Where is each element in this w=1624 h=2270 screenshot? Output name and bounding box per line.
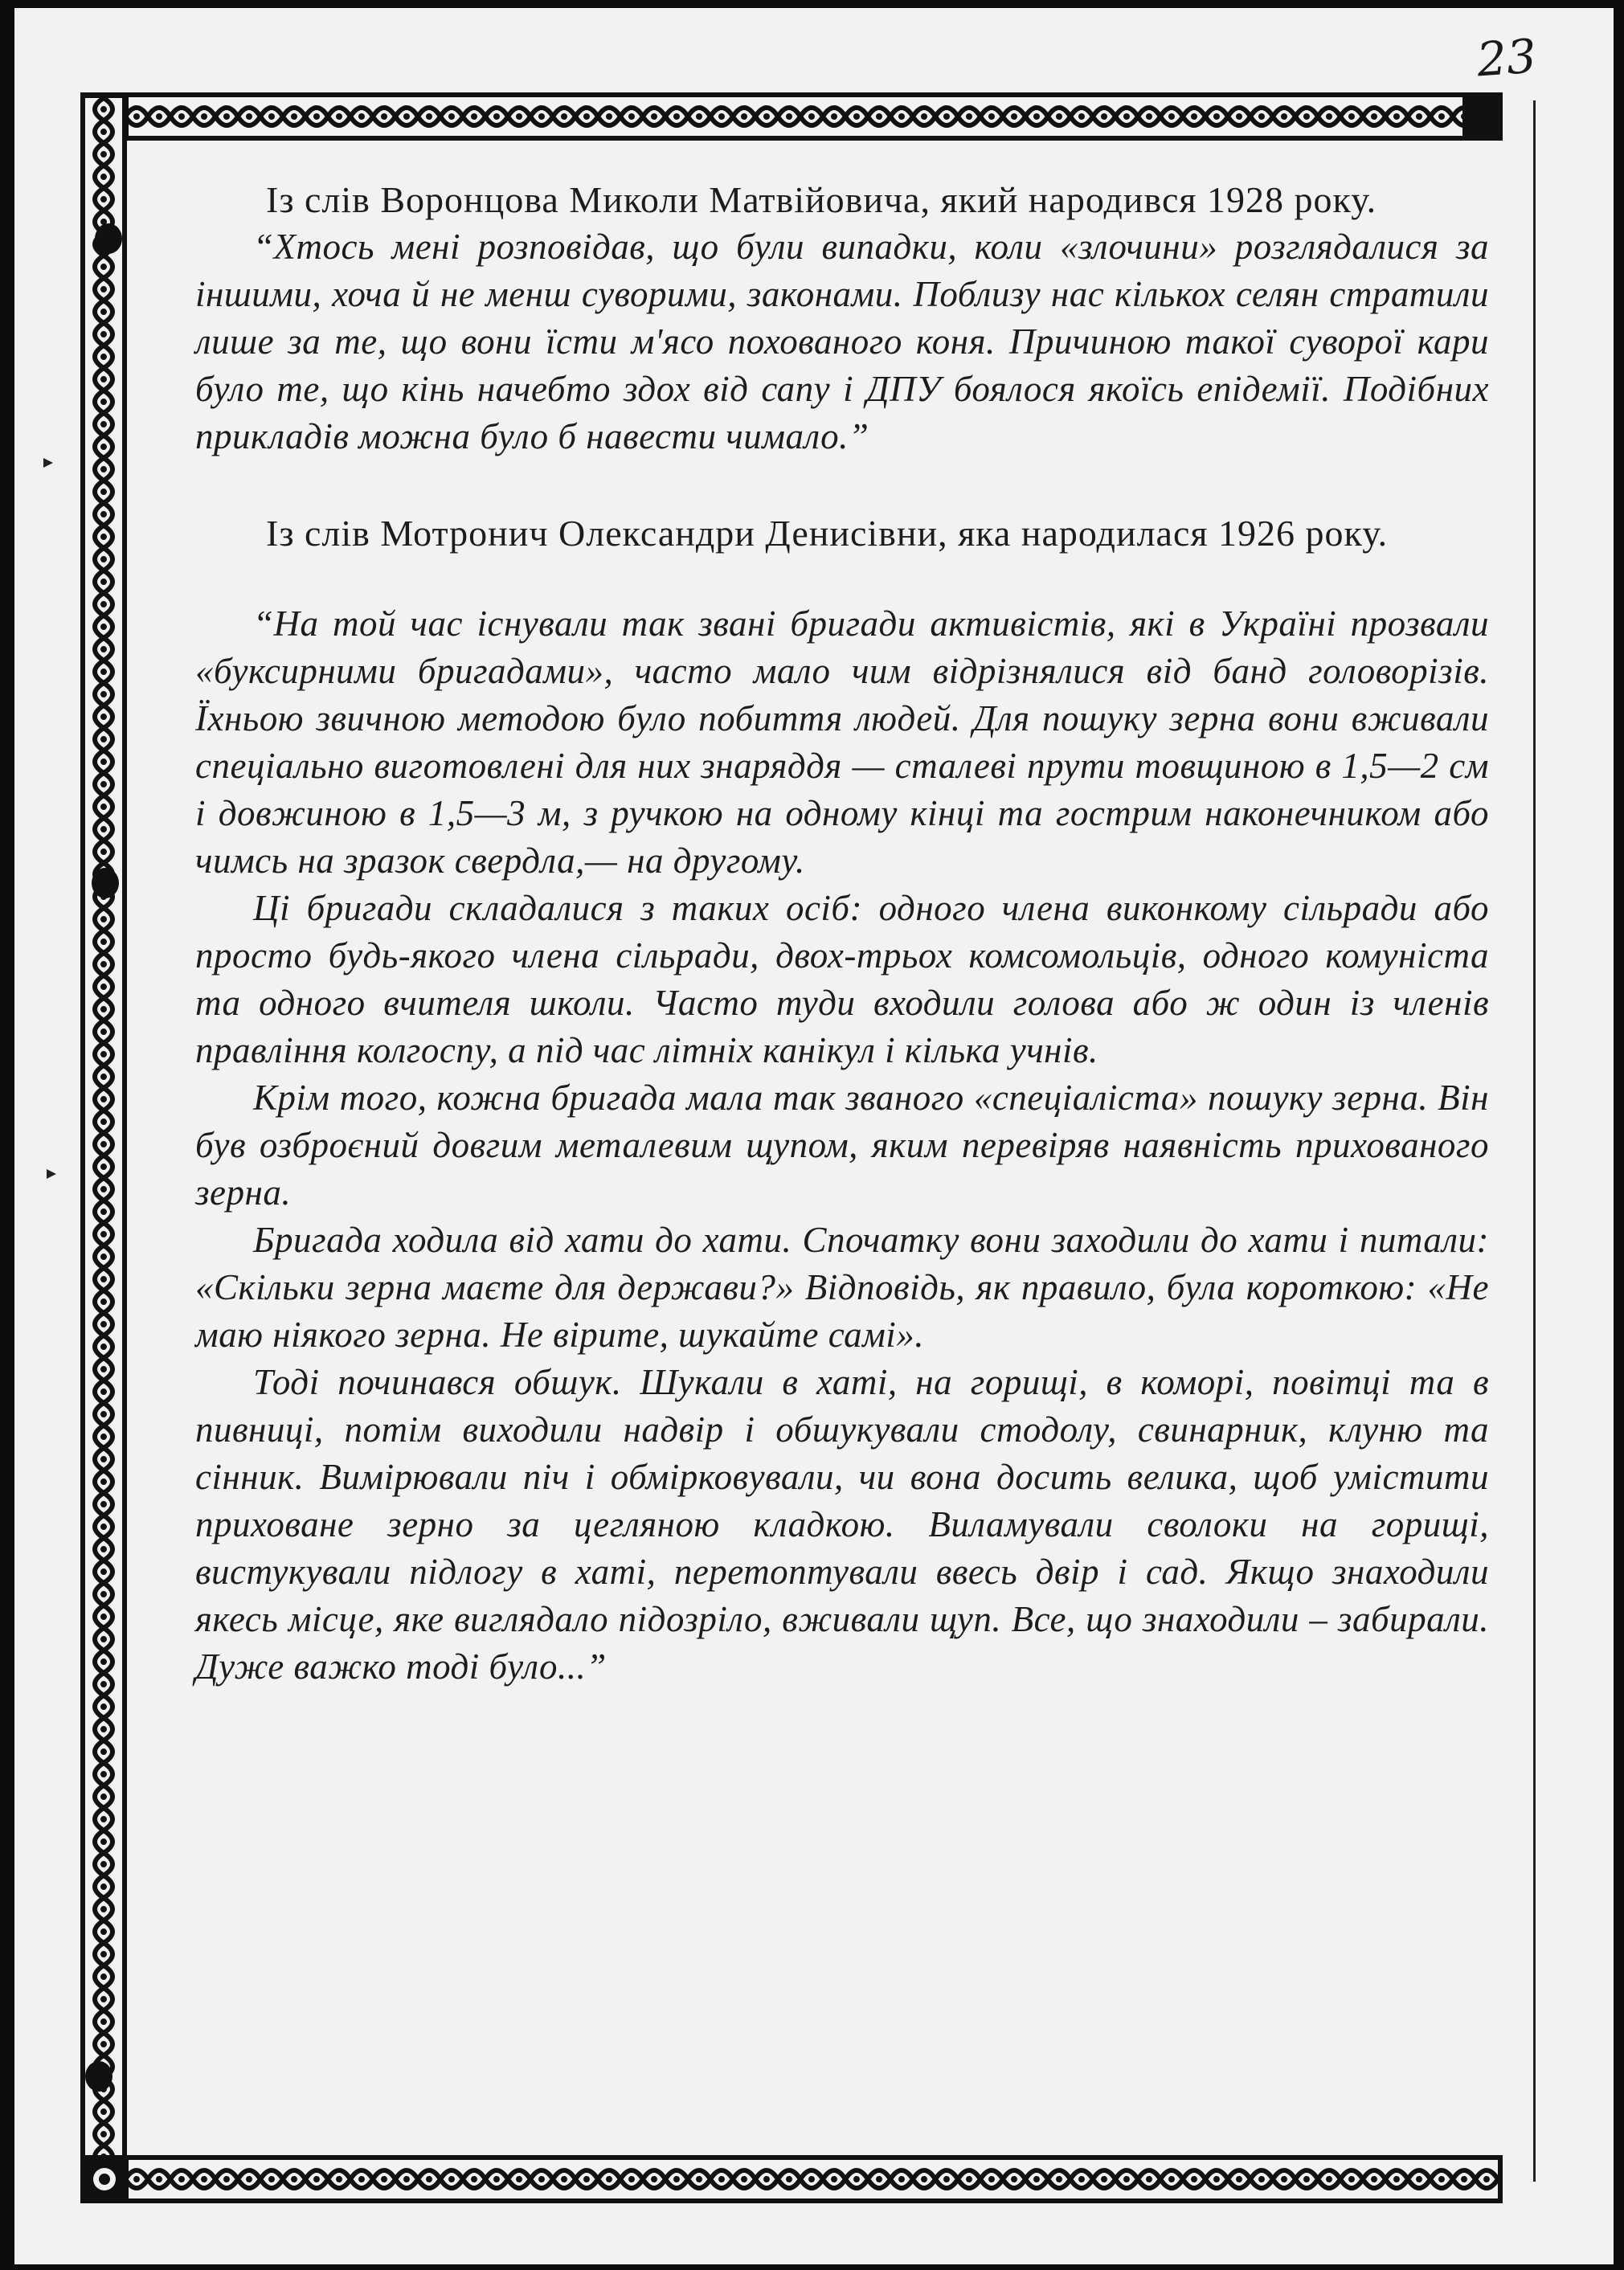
punch-hole bbox=[85, 2061, 112, 2092]
punch-hole bbox=[92, 868, 119, 898]
quote-motronych-paragraph: Бригада ходила від хати до хати. Спочатку вони заходили до хати і питали: «Скільки зерна маєте для держави?» Відповідь, як правило, була короткою: «Не маю ніякого зерна. Не вірите, шукайте самі». bbox=[195, 1220, 1489, 1355]
right-border-line bbox=[1533, 100, 1536, 2182]
quote-motronych-paragraph: Ці бригади складалися з таких осіб: одного члена виконкому сільради або просто будь-якого члена сільради, двох-трьох комсомольців, одного комуніста та одного вчителя школи. Часто туди входили голова або ж один із членів правління колгоспу, а під час літніх канікул і кілька учнів. bbox=[195, 888, 1489, 1070]
page-number: 23 bbox=[1475, 28, 1539, 88]
punch-hole bbox=[95, 223, 122, 254]
bottom-ornamental-border bbox=[80, 2155, 1503, 2203]
source-motronych: Із слів Мотронич Олександри Денисівни, яка народилася 1926 року. bbox=[266, 513, 1389, 554]
quote-motronych-paragraph: Тоді починався обшук. Шукали в хаті, на горищі, в коморі, повітці та в пивниці, потім виходили надвір і обшукували стодолу, свинарник, клуню та сінник. Вимірювали піч і обмірковували, чи вона досить велика, щоб умістити приховане зерно за цегляною кладкою. Виламували сволоки на горищі, вистукували підлогу в хаті, перетоптували ввесь двір і сад. Якщо знаходили якесь місце, яке виглядало підозріло, вживали щуп. Все, що знаходили – забирали. Дуже важко тоді було...” bbox=[195, 1362, 1489, 1687]
source-voroncov: Із слів Воронцова Миколи Матвійовича, який народився 1928 року. bbox=[266, 179, 1377, 220]
scan-mark bbox=[43, 458, 53, 468]
scan-mark bbox=[47, 1169, 56, 1179]
quote-motronych-paragraph: Крім того, кожна бригада мала так званого «спеціаліста» пошуку зерна. Він був озброєний довгим металевим щупом, яким перевіряв наявність прихованого зерна. bbox=[195, 1078, 1489, 1213]
document-body bbox=[195, 177, 1489, 1691]
top-ornamental-border bbox=[80, 92, 1503, 141]
quote-voroncov: “Хтось мені розповідав, що були випадки, коли «злочини» розглядалися за іншими, хоча й не менш суворими, законами. Поблизу нас кількох селян стратили лише за те, що вони їсти м'ясо похованого коня. Причиною такої суворої кари було те, що кінь начебто здох від сапу і ДПУ боялося якоїсь епідемії. Подібних прикладів можна було б навести чимало.” bbox=[195, 227, 1489, 456]
left-ornamental-border bbox=[80, 98, 127, 2155]
scanned-page bbox=[14, 8, 1614, 2264]
quote-motronych-paragraph: “На той час існували так звані бригади активістів, які в Україні прозвали «буксирними бригадами», часто мало чим відрізнялися від банд головорізів. Їхньою звичною методою було побиття людей. Для пошуку зерна вони вживали спеціально виготовлені для них знаряддя — сталеві прути товщиною в 1,5—2 см і довжиною в 1,5—3 м, з ручкою на одному кінці та гострим наконечником або чимсь на зразок свердла,— на другому. bbox=[195, 603, 1489, 881]
